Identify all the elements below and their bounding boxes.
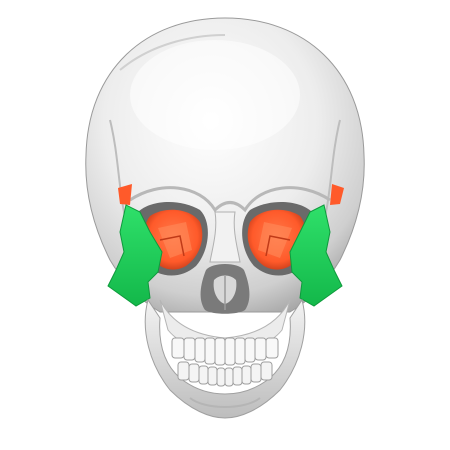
- lower-teeth: [178, 362, 272, 386]
- upper-teeth: [172, 338, 278, 365]
